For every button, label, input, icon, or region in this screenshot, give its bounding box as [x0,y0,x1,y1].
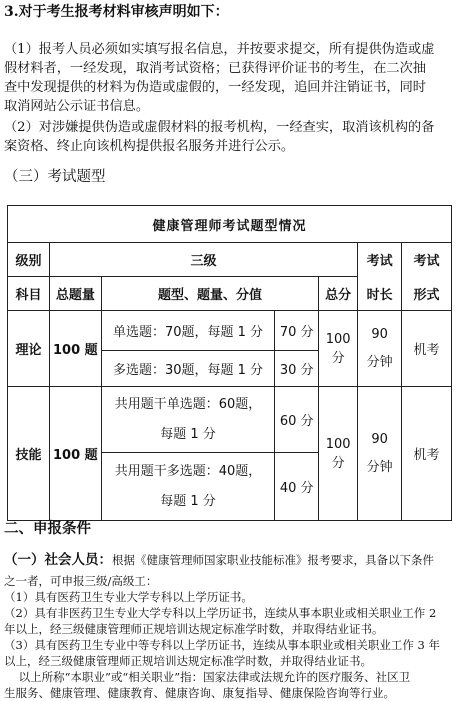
theory-multi-score: 30 分 [275,351,319,387]
theory-form: 机考 [402,311,452,387]
condition-line: （1）具有医药卫生专业大学专科以上学历证书。 [4,590,253,604]
condition-line: 之一者，可申报三级/高级工： [4,574,158,588]
skill-subject: 技能 [8,387,50,521]
para1-line: 取消网站公示证书信息。 [4,99,150,114]
header-total-count: 总题量 [49,277,101,311]
header-time: 考试 时长 [358,243,402,311]
para2-line: 案资格、终止向该机构提供报名服务并进行公示。 [4,139,295,154]
theory-single-score: 70 分 [275,311,319,351]
condition-line: 以上，经三级健康管理师正规培训达规定标准学时数，并取得结业证书。 [4,654,372,668]
skill-time: 90 分钟 [358,387,402,521]
skill-multi-choice: 共用题干多选题：40题， 每题 1 分 [101,453,274,521]
condition-line: 生服务、健康管理、健康教育、健康咨询、康复指导、健康保险咨询等行业。 [4,686,395,700]
header-level: 三级 [49,243,357,277]
theory-total: 100 分 [319,311,358,387]
declaration-heading: 3.对于考生报考材料审核声明如下： [4,4,229,20]
skill-form: 机考 [402,387,452,521]
skill-count: 100 题 [49,387,101,521]
condition-line: 年以上，经三级健康管理师正规培训达规定标准学时数，并取得结业证书。 [4,622,384,636]
para1-line: 假材料者，一经发现，取消考试资格；已获得评价证书的考生，在二次抽 [4,61,426,76]
skill-single-choice: 共用题干单选题：60题， 每题 1 分 [101,387,274,453]
theory-single-choice: 单选题：70题，每题 1 分 [101,311,274,351]
para2-line: （2）对涉嫌提供伪造或虚假材料的报考机构，一经查实，取消该机构的备 [4,120,435,135]
header-level-label: 级别 [8,243,50,277]
skill-single-score: 60 分 [275,387,319,453]
theory-count: 100 题 [49,311,101,387]
theory-multi-choice: 多选题：30题，每题 1 分 [101,351,274,387]
header-question-types: 题型、题量、分值 [101,277,318,311]
header-sum: 总分 [319,277,358,311]
skill-total: 100 分 [319,387,358,521]
theory-subject: 理论 [8,311,50,387]
condition-line: （3）具有医药卫生专业中等专科以上学历证书，连续从事本职业或相关职业工作 3 年 [4,638,440,652]
table-caption: 健康管理师考试题型情况 [8,206,452,243]
social-label: （一）社会人员： [4,552,112,568]
section2-title: 二、申报条件 [4,520,91,537]
social-text: 根据《健康管理师国家职业技能标准》报考要求，具备以下条件 [112,553,434,567]
subsection-title: （三）考试题型 [4,169,106,185]
social-line [4,548,460,568]
para1-line: （1）报考人员必须如实填写报名信息，并按要求提交，所有提供伪造或虚 [4,42,435,57]
exam-type-table [7,205,452,521]
condition-line: 以上所称“本职业”或“相关职业”指：国家法律或法规允许的医疗服务、社区卫 [4,670,411,684]
para1-line: 查中发现提供的材料为伪造或虚假的，一经发现，追回并注销证书，同时 [4,80,426,95]
skill-multi-score: 40 分 [275,453,319,521]
condition-line: （2）具有非医药卫生专业大学专科以上学历证书，连续从事本职业或相关职业工作 2 [4,606,437,620]
header-form: 考试 形式 [402,243,452,311]
theory-time: 90 分钟 [358,311,402,387]
header-subject: 科目 [8,277,50,311]
